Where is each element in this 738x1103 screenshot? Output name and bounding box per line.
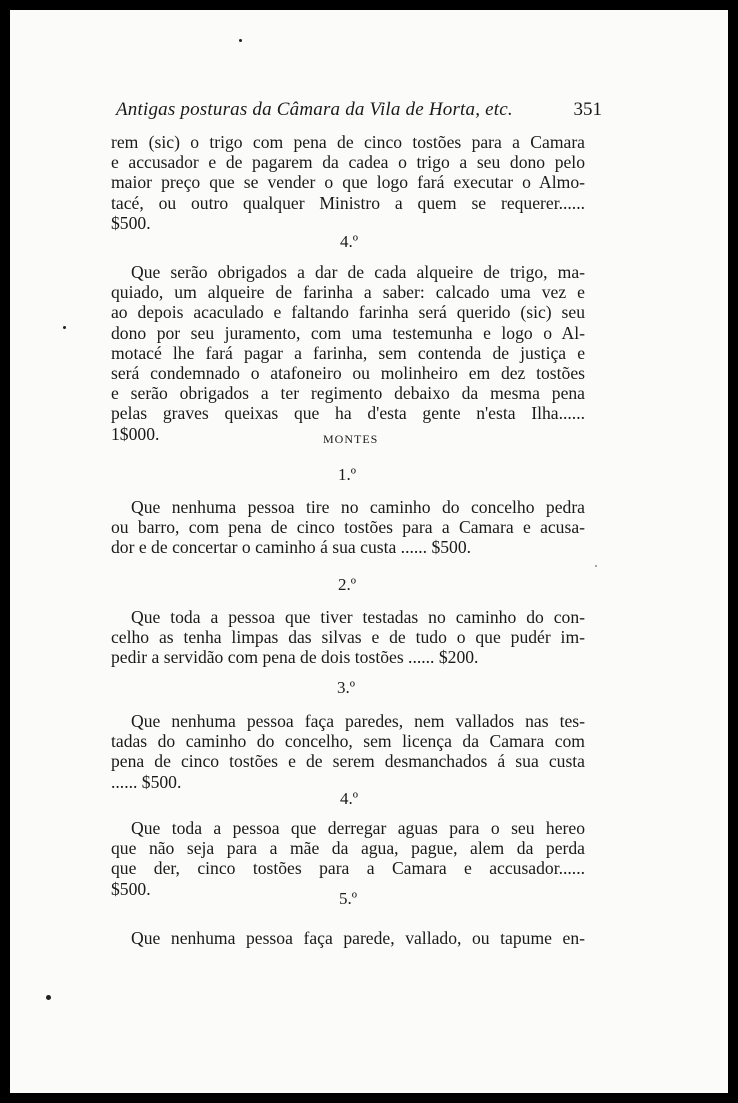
text-line: $500. xyxy=(111,212,151,233)
section-heading: MONTES xyxy=(323,432,379,446)
text-line: maior preço que se vender o que logo fará executar o Almo- xyxy=(111,172,585,193)
text-line: tacé, ou outro qualquer Ministro a quem se requerer...... xyxy=(111,192,585,213)
item-number: 4.º xyxy=(340,789,359,808)
text-line: motacé lhe fará pagar a farinha, sem contenda de justiça e xyxy=(111,342,585,363)
text-line: que não seja para a mãe da agua, pague, alem da perda xyxy=(111,838,585,859)
text-line: pena de cinco tostões e de serem desmanchados á sua custa xyxy=(111,751,585,772)
paragraph-3 xyxy=(111,497,585,558)
text-line: Que serão obrigados a dar de cada alqueire de trigo, ma- xyxy=(131,262,585,282)
book-page xyxy=(10,10,728,1093)
scan-speck xyxy=(46,995,51,1000)
text-line: será condemnado o atafoneiro ou molinheiro em dez tostões xyxy=(111,363,585,384)
text-line: que der, cinco tostões para a Camara e accusador...... xyxy=(111,858,585,879)
item-number: 4.º xyxy=(340,232,359,251)
text-line: 1$000. xyxy=(111,423,160,444)
text-line: celho as tenha limpas das silvas e de tudo o que pudér im- xyxy=(111,627,585,648)
text-line: e serão obrigados a ter regimento debaixo da mesma pena xyxy=(111,383,585,404)
text-line: $500. xyxy=(111,878,151,899)
paragraph-2 xyxy=(111,262,585,444)
scan-speck xyxy=(239,39,242,42)
paragraph-5 xyxy=(111,711,585,792)
item-number: 2.º xyxy=(338,575,357,594)
paragraph-6 xyxy=(111,818,585,899)
item-number: 5.º xyxy=(339,889,358,908)
paragraph-1 xyxy=(111,132,585,233)
page-number: 351 xyxy=(573,99,602,120)
scan-speck xyxy=(595,565,597,567)
text-line: quiado, um alqueire de farinha a saber: calcado uma vez e xyxy=(111,282,585,303)
text-line: tadas do caminho do concelho, sem licença da Camara com xyxy=(111,731,585,752)
text-line: Que toda a pessoa que derregar aguas para o seu hereo xyxy=(131,818,585,838)
text-line: pedir a servidão com pena de dois tostões ...... $200. xyxy=(111,647,479,668)
paragraph-7 xyxy=(111,928,585,948)
text-line: Que nenhuma pessoa tire no caminho do concelho pedra xyxy=(131,497,585,517)
paragraph-4 xyxy=(111,607,585,668)
running-head xyxy=(116,99,602,121)
text-line: dor e de concertar o caminho á sua custa ...... $500. xyxy=(111,537,472,558)
text-line: dono por seu juramento, com uma testemunha e logo o Al- xyxy=(111,322,585,343)
text-line: Que nenhuma pessoa faça parede, vallado, ou tapume en- xyxy=(131,928,585,948)
item-number: 3.º xyxy=(337,678,356,697)
text-line: ou barro, com pena de cinco tostões para a Camara e acusa- xyxy=(111,517,585,538)
text-line: ...... $500. xyxy=(111,771,182,792)
text-line: e accusador e de pagarem da cadea o trigo a seu dono pelo xyxy=(111,152,585,173)
text-line: Que nenhuma pessoa faça paredes, nem vallados nas tes- xyxy=(131,711,585,731)
running-head-title: Antigas posturas da Câmara da Vila de Horta, etc. xyxy=(116,99,513,120)
scan-speck xyxy=(63,326,66,329)
text-line: pelas graves queixas que ha d'esta gente n'esta Ilha...... xyxy=(111,403,585,424)
text-line: Que toda a pessoa que tiver testadas no caminho do con- xyxy=(131,607,585,627)
text-line: ao depois acaculado e faltando farinha será querido (sic) seu xyxy=(111,302,585,323)
text-line: rem (sic) o trigo com pena de cinco tostões para a Camara xyxy=(111,132,585,152)
item-number: 1.º xyxy=(338,465,357,484)
